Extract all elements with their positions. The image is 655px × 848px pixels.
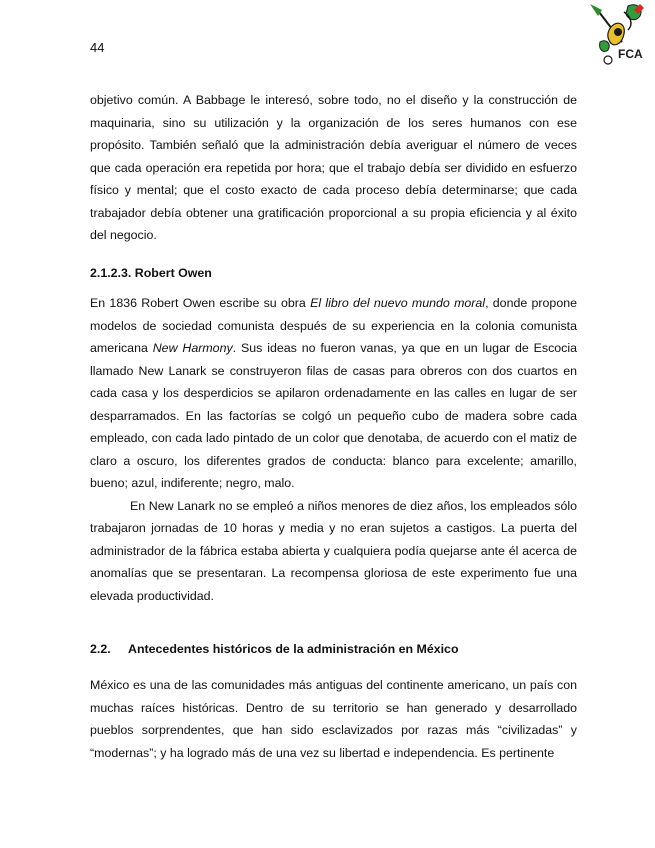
- paragraph-owen: [90, 292, 577, 607]
- paragraph-text: En 1836 Robert Owen escribe su obra El libro del nuevo mundo moral, donde propone modelos de sociedad comunista después de su experiencia en la colonia comunista americana New Harmony. Sus ideas no fueron vanas, ya que en un lugar de Escocia llamado New Lanark se construyeron filas de casas para obreros con dos cuartos en cada casa y los desperdicios se apilaron ordenadamente en las calles en lugar de ser desparramados. En las factorías se colgó un pequeño cubo de madera sobre cada empleado, con cada lado pintado de un color que denotaba, de acuerdo con el matiz de claro a oscuro, los diferentes grados de conducta: blanco para excelente; amarillo, bueno; azul, indiferente; negro, malo.: [90, 296, 578, 490]
- paragraph-babbage: [90, 89, 577, 247]
- logo-text: FCA: [618, 47, 643, 61]
- page-number: 44: [90, 40, 105, 55]
- section-heading-mexico: [90, 642, 459, 656]
- paragraph-mexico: [90, 674, 577, 764]
- section-heading-robert-owen: [90, 266, 212, 280]
- heading-text: Antecedentes históricos de la administración en México: [128, 642, 459, 656]
- paragraph-text: México es una de las comunidades más antiguas del continente americano, un país con muchas raíces históricas. Dentro de su territorio se han generado y desarrollado pueblos sorprendentes, que han sido esclavizados por razas más “civilizadas” y “modernas”; y ha logrado más de una vez su libertad e independencia. Es pertinente: [90, 678, 577, 760]
- colony-name: New Harmony: [152, 341, 233, 355]
- heading-text: 2.1.2.3. Robert Owen: [90, 266, 212, 280]
- fca-logo: [588, 2, 650, 68]
- paragraph-new-lanark: En New Lanark no se empleó a niños menores de diez años, los empleados sólo trabajaron jornadas de 10 horas y media y no eran sujetos a castigos. La puerta del administrador de la fábrica estaba abierta y cualquiera podía quejarse ante él acerca de anomalías que se presentaran. La recompensa gloriosa de este experimento fue una elevada productividad.: [90, 498, 577, 603]
- paragraph-text: objetivo común. A Babbage le interesó, sobre todo, no el diseño y la construcción de maquinaria, sino su utilización y la organización de los seres humanos con ese propósito. También señaló que la administración debía averiguar el número de veces que cada operación era repetida por hora; que el trabajo debía ser dividido en esfuerzo físico y mental; que el costo exacto de cada proceso debía determinarse; que cada trabajador debía obtener una gratificación proporcional a su propia eficiencia y al éxito del negocio.: [90, 93, 577, 242]
- heading-number: 2.2.: [90, 642, 111, 656]
- book-title: El libro del nuevo mundo moral: [310, 296, 486, 310]
